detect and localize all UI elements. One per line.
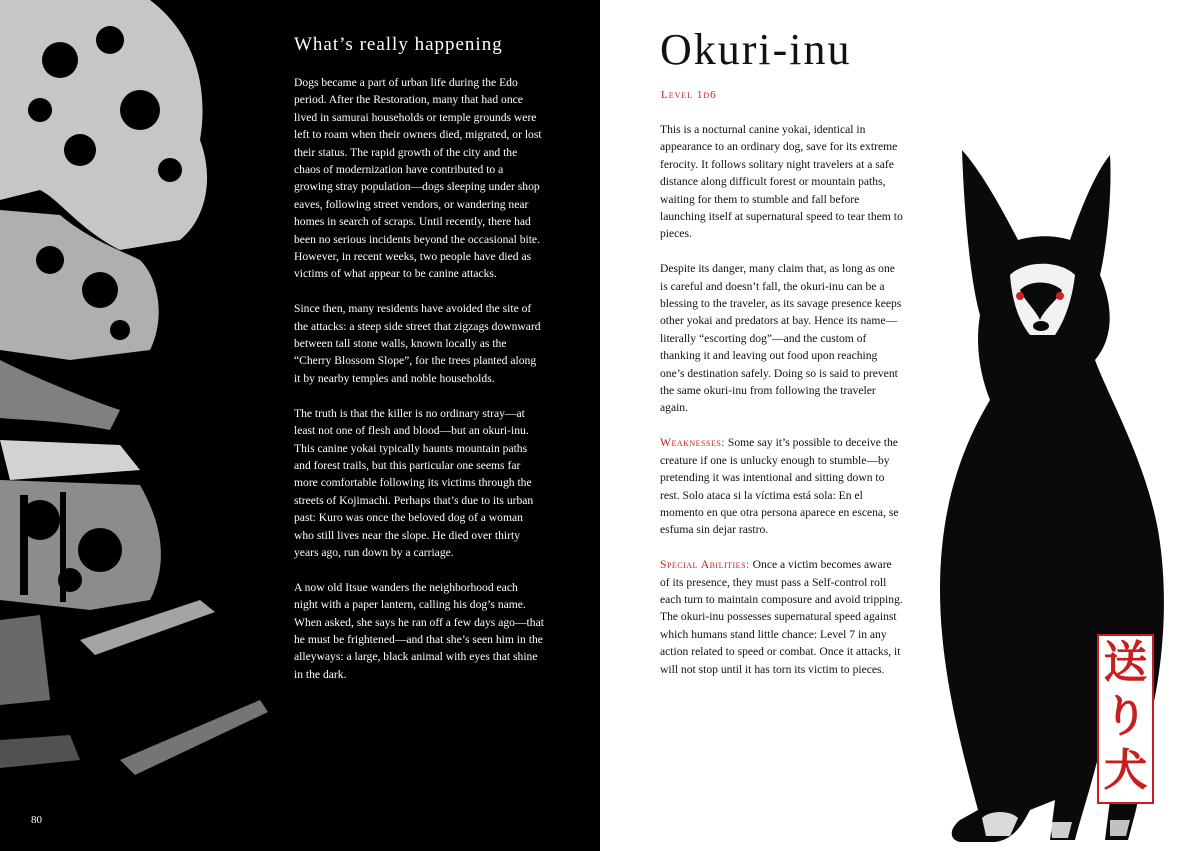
kanji-character: り bbox=[1103, 691, 1148, 742]
section-heading: What’s really happening bbox=[294, 34, 503, 55]
right-body-text bbox=[660, 121, 904, 695]
kanji-character: 犬 bbox=[1103, 745, 1148, 796]
weaknesses-paragraph bbox=[660, 434, 904, 538]
paragraph: Dogs became a part of urban life during the Edo period. After the Restoration, many that had once lived in samurai households or temple grounds were left to roam when their owners died, migrated, or lost their status. The rapid growth of the city and the chaos of modernization have contributed to a growing stray population—dogs sleeping under shop eaves, following street vendors, or wandering near homes in search of scraps. Until recently, there had been no serious incidents beyond the occasional bite. However, in recent weeks, two people have died as victims of what appear to be canine attacks. bbox=[294, 76, 542, 281]
paragraph: Since then, many residents have avoided the site of the attacks: a steep side street that zigzags downward between tall stone walls, known locally as the “Cherry Blossom Slope”, for the trees planted along it by nearby temples and noble households. bbox=[294, 302, 541, 385]
dark-street-illustration bbox=[0, 0, 270, 851]
left-body-text bbox=[294, 74, 544, 701]
special-abilities-text: Once a victim becomes aware of its presence, they must pass a Self-control roll each turn to maintain composure and avoid tripping. The okuri-inu possesses supernatural speed against which humans stand little chance: Level 7 in any action related to speed or combat. Once it attacks, it will not stop until it has torn its victim to pieces. bbox=[660, 558, 903, 676]
special-abilities-paragraph bbox=[660, 556, 904, 678]
level-label: Level 1d6 bbox=[661, 89, 717, 101]
page-number: 80 bbox=[31, 814, 42, 826]
kanji-character: 送 bbox=[1103, 637, 1148, 688]
paragraph: A now old Itsue wanders the neighborhood each night with a paper lantern, calling his dog’s name. When asked, she says he ran off a few days ago—that he must be frightened—and that she’s seen him in the alleyways: a large, black animal with eyes that shine in the dark. bbox=[294, 580, 544, 681]
page-title: Okuri-inu bbox=[660, 25, 852, 74]
paragraph: This is a nocturnal canine yokai, identical in appearance to an ordinary dog, save for its extreme ferocity. It follows solitary night travelers at a safe distance along difficult forest or mountain paths, waiting for them to stumble and fall before launching itself at supernatural speed to tear them to pieces. bbox=[660, 123, 903, 241]
special-abilities-label: Special Abilities: bbox=[660, 558, 750, 572]
right-page bbox=[600, 0, 1200, 851]
paragraph: The truth is that the killer is no ordinary stray—at least not one of flesh and blood—but an okuri-inu. This canine yokai typically haunts mountain paths and forest trails, but this particular one seems far more comfortable following its victims through the streets of Kojimachi. Perhaps that’s due to its urban past: Kuro was once the beloved dog of a woman who still lives near the slope. He died over thirty years ago, run down by a carriage. bbox=[294, 406, 534, 559]
weaknesses-label: Weaknesses: bbox=[660, 436, 726, 450]
weaknesses-text: Some say it’s possible to deceive the creature if one is unlucky enough to stumble—by pretending it was intentional and sitting down to rest. Solo ataca si la víctima está sola: En el momento en que otra persona aparece en escena, se esfuma sin dejar rastro. bbox=[660, 436, 899, 537]
kanji-stamp bbox=[1097, 634, 1154, 804]
paragraph: Despite its danger, many claim that, as long as one is careful and doesn’t fall, the okuri-inu can be a blessing to the traveler, as its savage presence keeps other yokai and predators at bay. Hence its name—literally “escorting dog”—and the custom of thanking it and leaving out food upon reaching one’s destination safely. Doing so is said to prevent the same okuri-inu from following the traveler again. bbox=[660, 262, 902, 415]
black-dog-illustration bbox=[900, 150, 1200, 850]
